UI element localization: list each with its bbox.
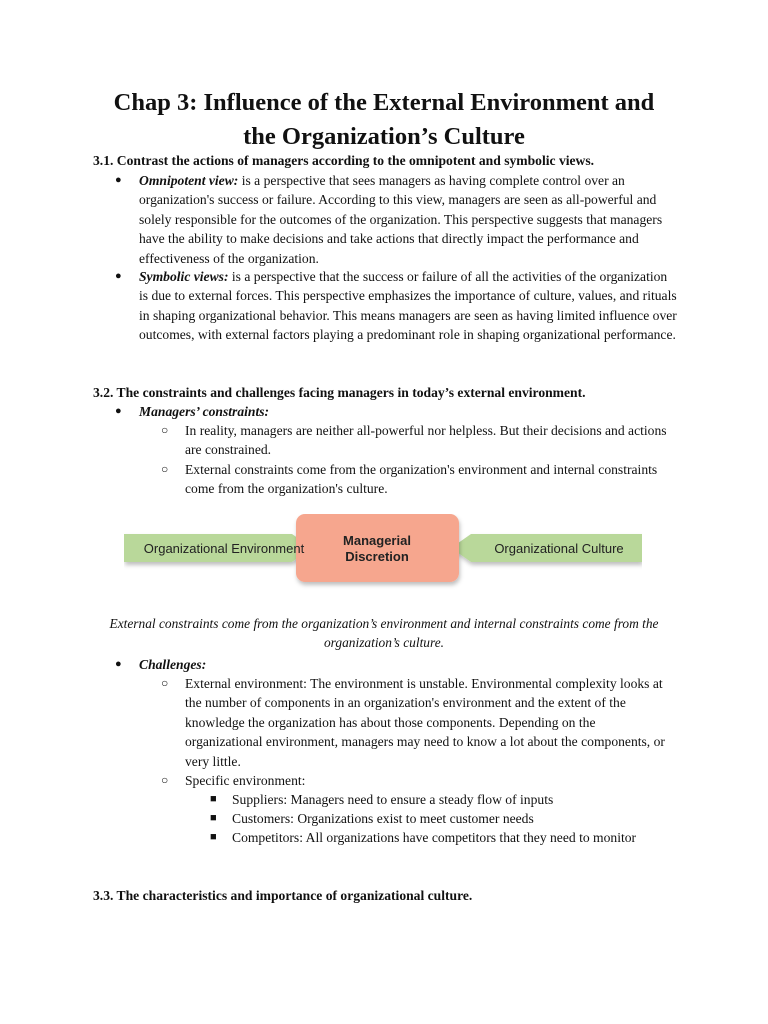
bullet-managers-constraints <box>115 402 679 421</box>
bullet-marker: ● <box>115 405 122 417</box>
page-title <box>60 86 708 154</box>
circle-marker: ○ <box>161 676 169 690</box>
list-item-suppliers <box>210 790 672 809</box>
list-item-competitors <box>210 828 672 847</box>
sub-item-specific-environment <box>161 771 675 790</box>
bullet-marker: ● <box>115 270 122 282</box>
managerial-discretion-diagram <box>124 514 642 590</box>
bullet-label: Symbolic views: <box>139 269 229 284</box>
square-marker: ■ <box>210 793 217 805</box>
managerial-label-line1: Managerial <box>343 533 411 548</box>
bullet-challenges <box>115 655 679 674</box>
managerial-label-line2: Discretion <box>345 549 409 564</box>
managerial-discretion-box <box>296 514 459 582</box>
bullet-label: Managers’ constraints: <box>139 404 270 419</box>
circle-marker: ○ <box>161 773 169 787</box>
title-line-2: the Organization’s Culture <box>243 123 525 150</box>
diagram-caption: External constraints come from the organization’s environment and internal constraints come from the organization’s culture. <box>109 616 659 651</box>
environment-label: Organizational Environment <box>143 541 305 556</box>
bullet-text: is a perspective that sees managers as having complete control over an organization's success or failure. According to this view, managers are seen as all-powerful and solely responsible for the outcomes of the organization. This perspective suggests that managers have the ability to make decisions and take actions that directly impact the performance and effectiveness of the organization. <box>139 173 663 266</box>
bullet-symbolic-views <box>115 267 679 345</box>
title-line-1: Chap 3: Influence of the External Environment and <box>113 89 655 116</box>
circle-marker: ○ <box>161 423 169 437</box>
list-item-text: Suppliers: Managers need to ensure a steady flow of inputs <box>232 792 554 807</box>
square-marker: ■ <box>210 831 217 843</box>
circle-marker: ○ <box>161 462 169 476</box>
section-heading-3-2: 3.2. The constraints and challenges facing managers in today’s external environment. <box>93 385 586 400</box>
bullet-marker: ● <box>115 174 122 186</box>
square-marker: ■ <box>210 812 217 824</box>
sub-item-external-environment <box>161 674 675 771</box>
bullet-label: Omnipotent view: <box>139 173 239 188</box>
bullet-omnipotent-view <box>115 171 679 268</box>
bullet-label: Challenges: <box>139 657 207 672</box>
sub-item-text: Specific environment: <box>185 773 306 788</box>
list-item-customers <box>210 809 672 828</box>
sub-item-text: In reality, managers are neither all-powerful nor helpless. But their decisions and actions are constrained. <box>185 423 667 458</box>
bullet-marker: ● <box>115 658 122 670</box>
sub-item-text: External environment: The environment is unstable. Environmental complexity looks at the number of components in an organization's environment and the extent of the knowledge the organization has about those components. Depending on the organizational environment, managers may need to know a lot about the components, or very little. <box>185 676 665 769</box>
sub-item-constraints-source <box>161 460 675 499</box>
section-heading-3-3: 3.3. The characteristics and importance of organizational culture. <box>93 888 473 903</box>
culture-label: Organizational Culture <box>494 541 624 556</box>
sub-item-text: External constraints come from the organization's environment and internal constraints come from the organization's culture. <box>185 462 658 497</box>
section-heading-3-1: 3.1. Contrast the actions of managers according to the omnipotent and symbolic views. <box>93 153 595 168</box>
list-item-text: Competitors: All organizations have competitors that they need to monitor <box>232 830 637 845</box>
list-item-text: Customers: Organizations exist to meet customer needs <box>232 811 534 826</box>
sub-item-constrained <box>161 421 675 460</box>
bullet-text: is a perspective that the success or failure of all the activities of the organization is due to external forces. This perspective emphasizes the importance of culture, values, and rituals in shaping organizational behavior. This means managers are seen as having limited influence over outcomes, with external factors playing a predominant role in shaping organizational performance. <box>139 269 677 343</box>
